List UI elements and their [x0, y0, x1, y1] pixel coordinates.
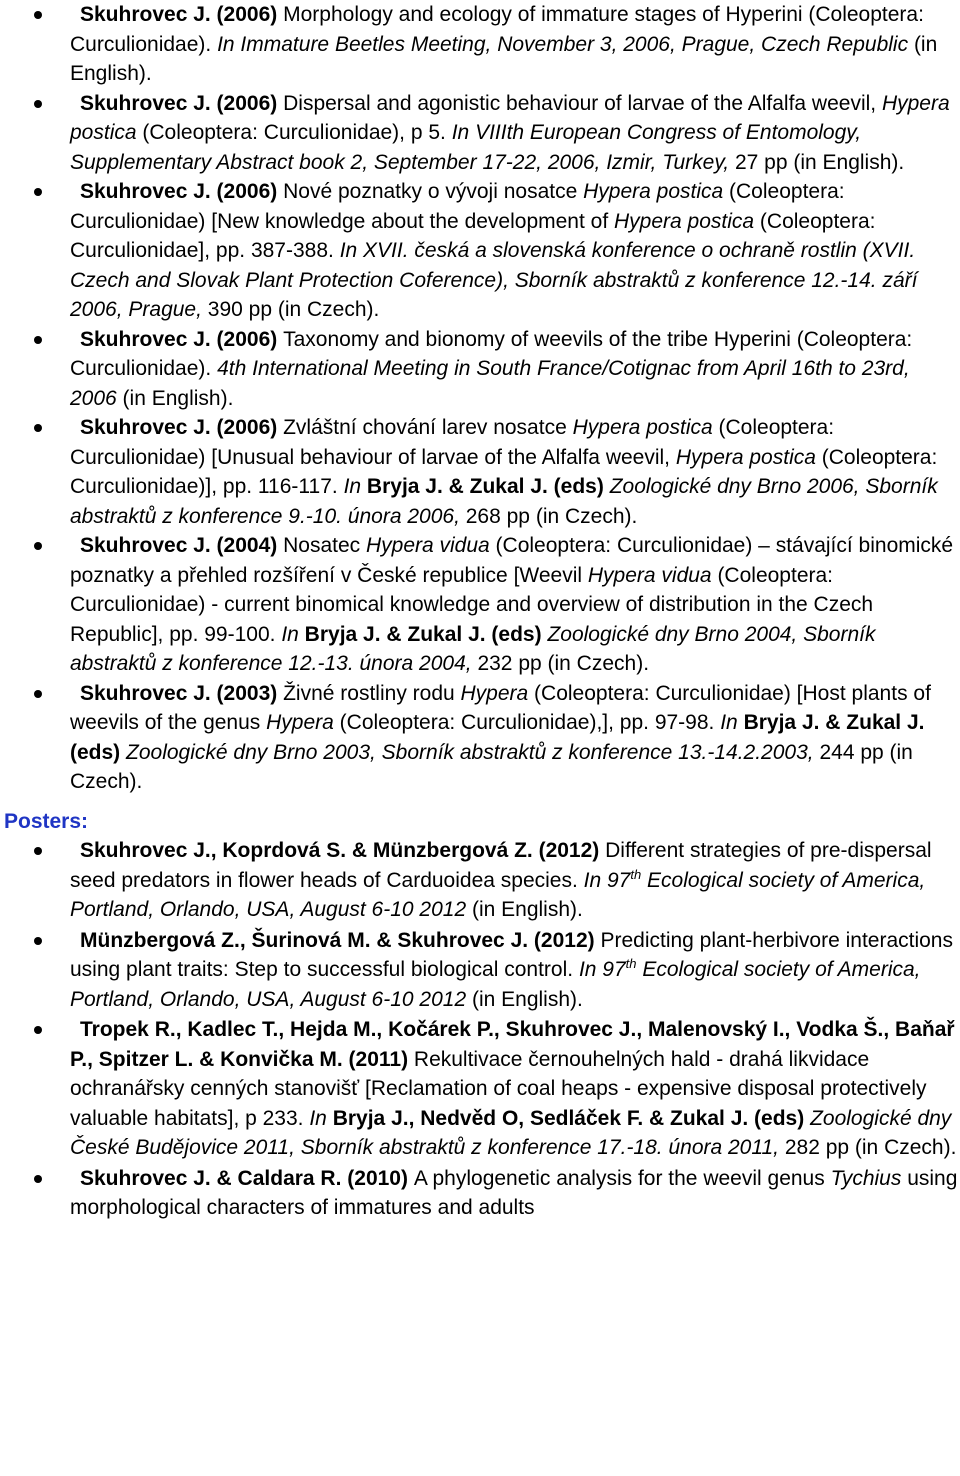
bullet-icon	[34, 424, 42, 432]
entry-title: Živné rostliny rodu	[283, 681, 461, 705]
entry-source: Ecological society of America, Portland, Orlando, USA, August 6-10 2012	[70, 958, 921, 1011]
entry-in: In	[720, 711, 744, 734]
entry-extent: 282 pp (in Czech).	[779, 1136, 957, 1159]
bullet-icon	[34, 937, 42, 945]
entry-authors: Skuhrovec J. (2006)	[80, 91, 284, 115]
entry-editors: Bryja J., Nedvěd O, Sedláček F. & Zukal J. (eds)	[332, 1106, 811, 1130]
entry-extent: (in English).	[466, 898, 583, 921]
entry-title: Dispersal and agonistic behaviour of larvae of the Alfalfa weevil,	[283, 91, 882, 115]
entry-title: (Coleoptera: Curculionidae),], pp. 97-98.	[333, 711, 721, 734]
entry-source: Zoologické dny České Budějovice 2011, Sborník abstraktů z konference 17.-18. února 2011,	[70, 1106, 952, 1159]
posters-heading: Posters:	[4, 809, 89, 833]
entry-authors: Skuhrovec J. (2006)	[80, 180, 284, 203]
entry-authors: Tropek R., Kadlec T., Hejda M., Kočárek P., Skuhrovec J., Malenovský I., Vodka Š., Baňař P., Spitzer L. & Konvička M. (2011)	[70, 1018, 955, 1071]
species-name: Hypera vidua	[587, 563, 712, 587]
entry-extent: 232 pp (in Czech).	[471, 652, 650, 675]
entry-source: Zoologické dny Brno 2004, Sborník abstraktů z konference 12.-13. února 2004,	[70, 622, 876, 675]
entry-title: Taxonomy and bionomy of weevils of the tribe Hyperini (Coleoptera: Curculionidae).	[70, 327, 913, 380]
entry-extent: 27 pp (in English).	[729, 150, 905, 174]
bullet-icon	[34, 1175, 42, 1183]
list-item	[0, 836, 960, 925]
entry-title: Rekultivace černouhelných hald - drahá likvidace ochranářsky cenných stanovišť [Reclamation of coal heaps - expensive disposal protectively valuable habitats], p 233.	[70, 1047, 927, 1130]
entry-extent: 390 pp (in Czech).	[201, 298, 380, 321]
species-name: Hypera postica	[572, 416, 713, 439]
entry-in: In	[343, 475, 367, 498]
ordinal-suffix: th	[625, 956, 637, 971]
entry-title: Nové poznatky o vývoji nosatce	[283, 180, 584, 203]
entry-in: In	[281, 622, 305, 646]
entry-title: (Coleoptera: Curculionidae) [Unusual behaviour of larvae of the Alfalfa weevil,	[70, 416, 835, 469]
posters-list	[0, 836, 960, 1223]
entry-editors: Bryja J. & Zukal J. (eds)	[70, 711, 925, 764]
entry-title: Morphology and ecology of immature stages of Hyperini (Coleoptera: Curculionidae).	[70, 3, 924, 56]
entry-authors: Skuhrovec J. (2003)	[80, 681, 284, 705]
species-name: Hypera postica	[614, 209, 755, 233]
list-item	[0, 413, 960, 531]
entry-title: (Coleoptera: Curculionidae], pp. 387-388.	[70, 209, 876, 262]
list-item	[0, 325, 960, 414]
entry-title: (Coleoptera: Curculionidae) - current binomical knowledge and overview of distribution in the Czech Republic], pp. 99-100.	[70, 563, 874, 646]
entry-source: In 97	[583, 868, 631, 892]
entry-title: (Coleoptera: Curculionidae) [New knowledge about the development of	[70, 180, 845, 233]
list-item	[0, 1164, 960, 1223]
entry-extent: 268 pp (in Czech).	[459, 504, 638, 528]
bullet-icon	[34, 847, 42, 855]
bullet-icon	[34, 100, 42, 108]
entry-source: In Immature Beetles Meeting, November 3, 2006, Prague, Czech Republic	[217, 32, 909, 56]
entry-authors: Skuhrovec J. (2004)	[80, 534, 284, 557]
entry-in: In	[309, 1106, 333, 1130]
entry-source: Ecological society of America, Portland, Orlando, USA, August 6-10 2012	[70, 868, 926, 921]
entry-source: In XVII. česká a slovenská konference o ochraně rostlin (XVII. Czech and Slovak Plant Protection Coference), Sborník abstraktů z konference 12.-14. září 2006, Prague,	[70, 239, 918, 321]
entry-title: Nosatec	[283, 534, 366, 557]
bullet-icon	[34, 542, 42, 550]
entry-title: Zvláštní chování larev nosatce	[283, 416, 573, 439]
entry-editors: Bryja J. & Zukal J. (eds)	[366, 475, 610, 498]
list-item	[0, 177, 960, 325]
bullet-icon	[34, 1026, 42, 1034]
entry-authors: Münzbergová Z., Šurinová M. & Skuhrovec J. (2012)	[80, 928, 601, 952]
bullet-icon	[34, 690, 42, 698]
entry-authors: Skuhrovec J. (2006)	[80, 327, 284, 351]
entry-authors: Skuhrovec J. (2006)	[80, 3, 284, 26]
bullet-icon	[34, 11, 42, 19]
species-name: Tychius	[830, 1166, 902, 1190]
entry-title: (Coleoptera: Curculionidae) [Host plants of weevils of the genus	[70, 681, 931, 734]
bullet-icon	[34, 188, 42, 196]
list-item	[0, 89, 960, 178]
entry-title: using morphological characters of immatures and adults	[70, 1166, 958, 1219]
entry-extent: (in English).	[466, 987, 583, 1011]
entry-source: 4th International Meeting in South France/Cotignac from April 16th to 23rd, 2006	[70, 357, 910, 410]
entry-extent: (in English).	[116, 386, 234, 410]
entry-source: In VIIIth European Congress of Entomology, Supplementary Abstract book 2, September 17-22, 2006, Izmir, Turkey,	[70, 121, 862, 174]
ordinal-suffix: th	[630, 866, 642, 882]
species-name: Hypera postica	[583, 180, 724, 203]
list-item	[0, 679, 960, 797]
entry-extent: 244 pp (in Czech).	[70, 740, 913, 793]
species-name: Hypera postica	[675, 445, 816, 469]
list-item	[0, 926, 960, 1015]
entry-title: Predicting plant-herbivore interactions using plant traits: Step to successful biological control.	[70, 928, 953, 981]
entry-title: (Coleoptera: Curculionidae)], pp. 116-117.	[70, 445, 938, 498]
entry-authors: Skuhrovec J., Koprdová S. & Münzbergová Z. (2012)	[80, 839, 606, 862]
entry-title: (Coleoptera: Curculionidae), p 5.	[136, 121, 452, 144]
entry-source: Zoologické dny Brno 2006, Sborník abstraktů z konference 9.-10. února 2006,	[70, 475, 938, 528]
entry-title: (Coleoptera: Curculionidae) – stávající binomické poznatky a přehled rozšíření v České republice [Weevil	[70, 534, 954, 587]
species-name: Hypera	[266, 711, 334, 734]
entry-editors: Bryja J. & Zukal J. (eds)	[304, 622, 548, 646]
entry-title: Different strategies of pre-dispersal seed predators in flower heads of Carduoidea species.	[70, 839, 932, 892]
entry-source: Zoologické dny Brno 2003, Sborník abstraktů z konference 13.-14.2.2003,	[126, 740, 814, 764]
entry-source: In 97	[578, 958, 626, 981]
list-item	[0, 0, 960, 89]
species-name: Hypera vidua	[365, 534, 490, 557]
species-name: Hypera postica	[70, 91, 950, 144]
entry-authors: Skuhrovec J. (2006)	[80, 416, 284, 439]
species-name: Hypera	[460, 681, 529, 705]
list-item	[0, 531, 960, 679]
entry-title: A phylogenetic analysis for the weevil genus	[413, 1166, 831, 1190]
entry-authors: Skuhrovec J. & Caldara R. (2010)	[80, 1166, 414, 1190]
list-item	[0, 1015, 960, 1163]
bullet-icon	[34, 336, 42, 344]
entry-extent: (in English).	[70, 32, 938, 85]
